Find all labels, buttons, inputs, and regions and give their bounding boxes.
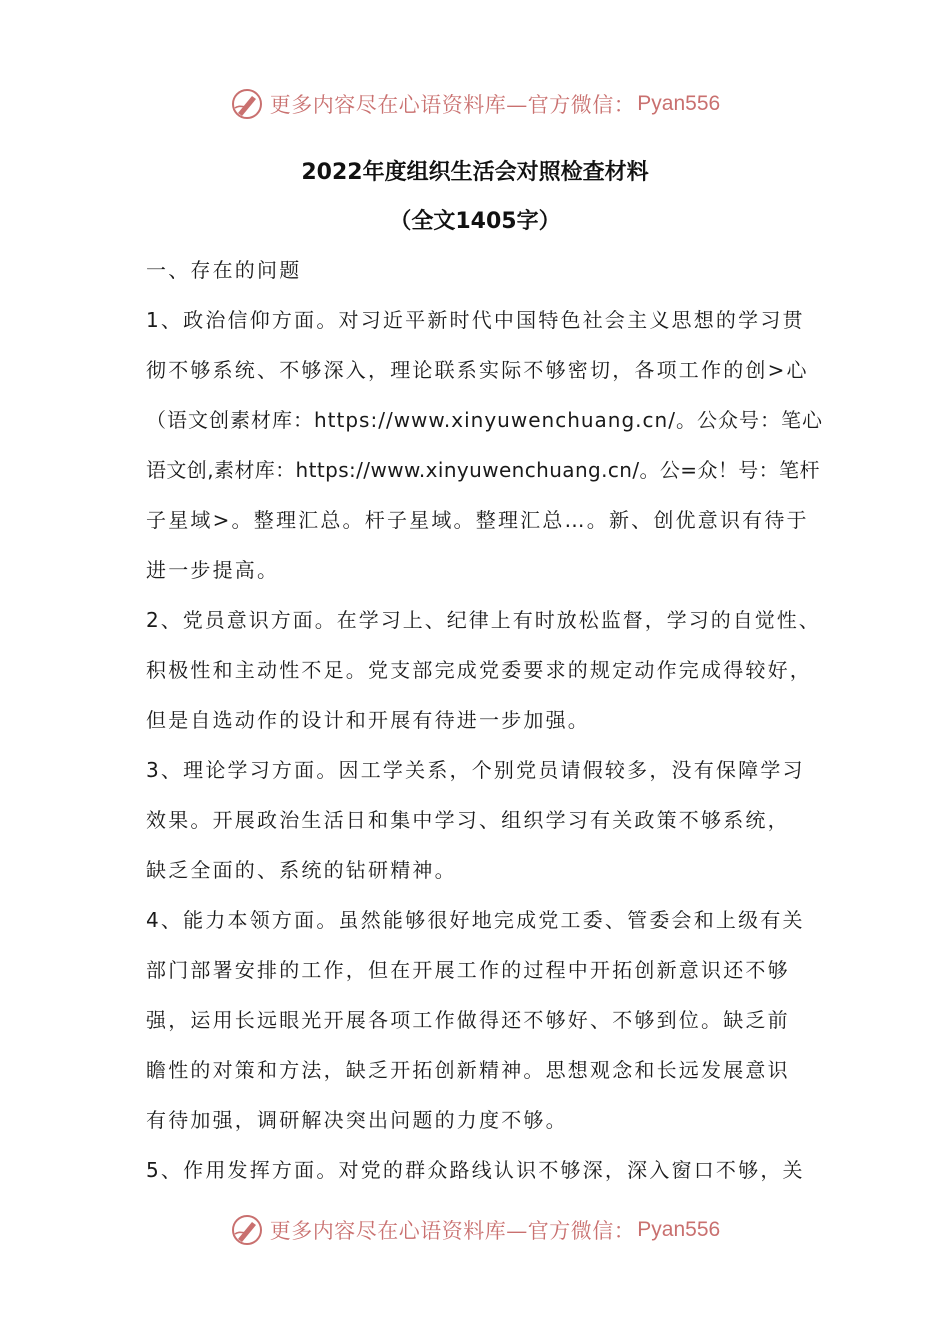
body-line: 5、作用发挥方面。对党的群众路线认识不够深，深入窗口不够，关 [146,1158,805,1182]
body-line: 但是自选动作的设计和开展有待进一步加强。 [146,708,590,732]
body-line: 瞻性的对策和方法，缺乏开拓创新精神。思想观念和长远发展意识 [146,1058,790,1082]
body-line: 语文创,素材库：https://www.xinyuwenchuang.cn/。公=众！号：笔杆 [146,458,820,482]
pen-logo-icon [230,1213,264,1247]
body-line: 强，运用长远眼光开展各项工作做得还不够好、不够到位。缺乏前 [146,1008,790,1032]
watermark-header [0,84,950,124]
watermark-wechat-id: Pyan556 [637,92,721,115]
body-line: 彻不够系统、不够深入，理论联系实际不够密切，各项工作的创>心 [146,358,809,382]
body-line: 进一步提高。 [146,558,280,582]
body-line: 积极性和主动性不足。党支部完成党委要求的规定动作完成得较好， [146,658,812,682]
section-heading: 一、存在的问题 [146,258,302,282]
pen-logo-icon [230,87,264,121]
body-line: 缺乏全面的、系统的钻研精神。 [146,858,457,882]
watermark-footer [0,1210,950,1250]
body-line: 2、党员意识方面。在学习上、纪律上有时放松监督，学习的自觉性、 [146,608,821,632]
watermark-text: 更多内容尽在心语资料库—官方微信： [269,93,636,117]
body-line: 有待加强，调研解决突出问题的力度不够。 [146,1108,568,1132]
body-line: 3、理论学习方面。因工学关系，个别党员请假较多，没有保障学习 [146,758,805,782]
body-line: 4、能力本领方面。虽然能够很好地完成党工委、管委会和上级有关 [146,908,805,932]
body-line: 1、政治信仰方面。对习近平新时代中国特色社会主义思想的学习贯 [146,308,805,332]
body-line: 部门部署安排的工作，但在开展工作的过程中开拓创新意识还不够 [146,958,790,982]
watermark-text: 更多内容尽在心语资料库—官方微信： [269,1219,636,1243]
document-subtitle: （全文1405字） [389,209,561,234]
document-title: 2022年度组织生活会对照检查材料 [301,160,649,185]
document-body [146,253,826,1203]
body-line: 效果。开展政治生活日和集中学习、组织学习有关政策不够系统， [146,808,790,832]
body-line: 子星域>。整理汇总。杆子星域。整理汇总…。新、创优意识有待于 [146,508,809,532]
body-line: （语文创素材库：https://www.xinyuwenchuang.cn/。公众号：笔心 [146,408,823,432]
watermark-wechat-id: Pyan556 [637,1218,721,1241]
